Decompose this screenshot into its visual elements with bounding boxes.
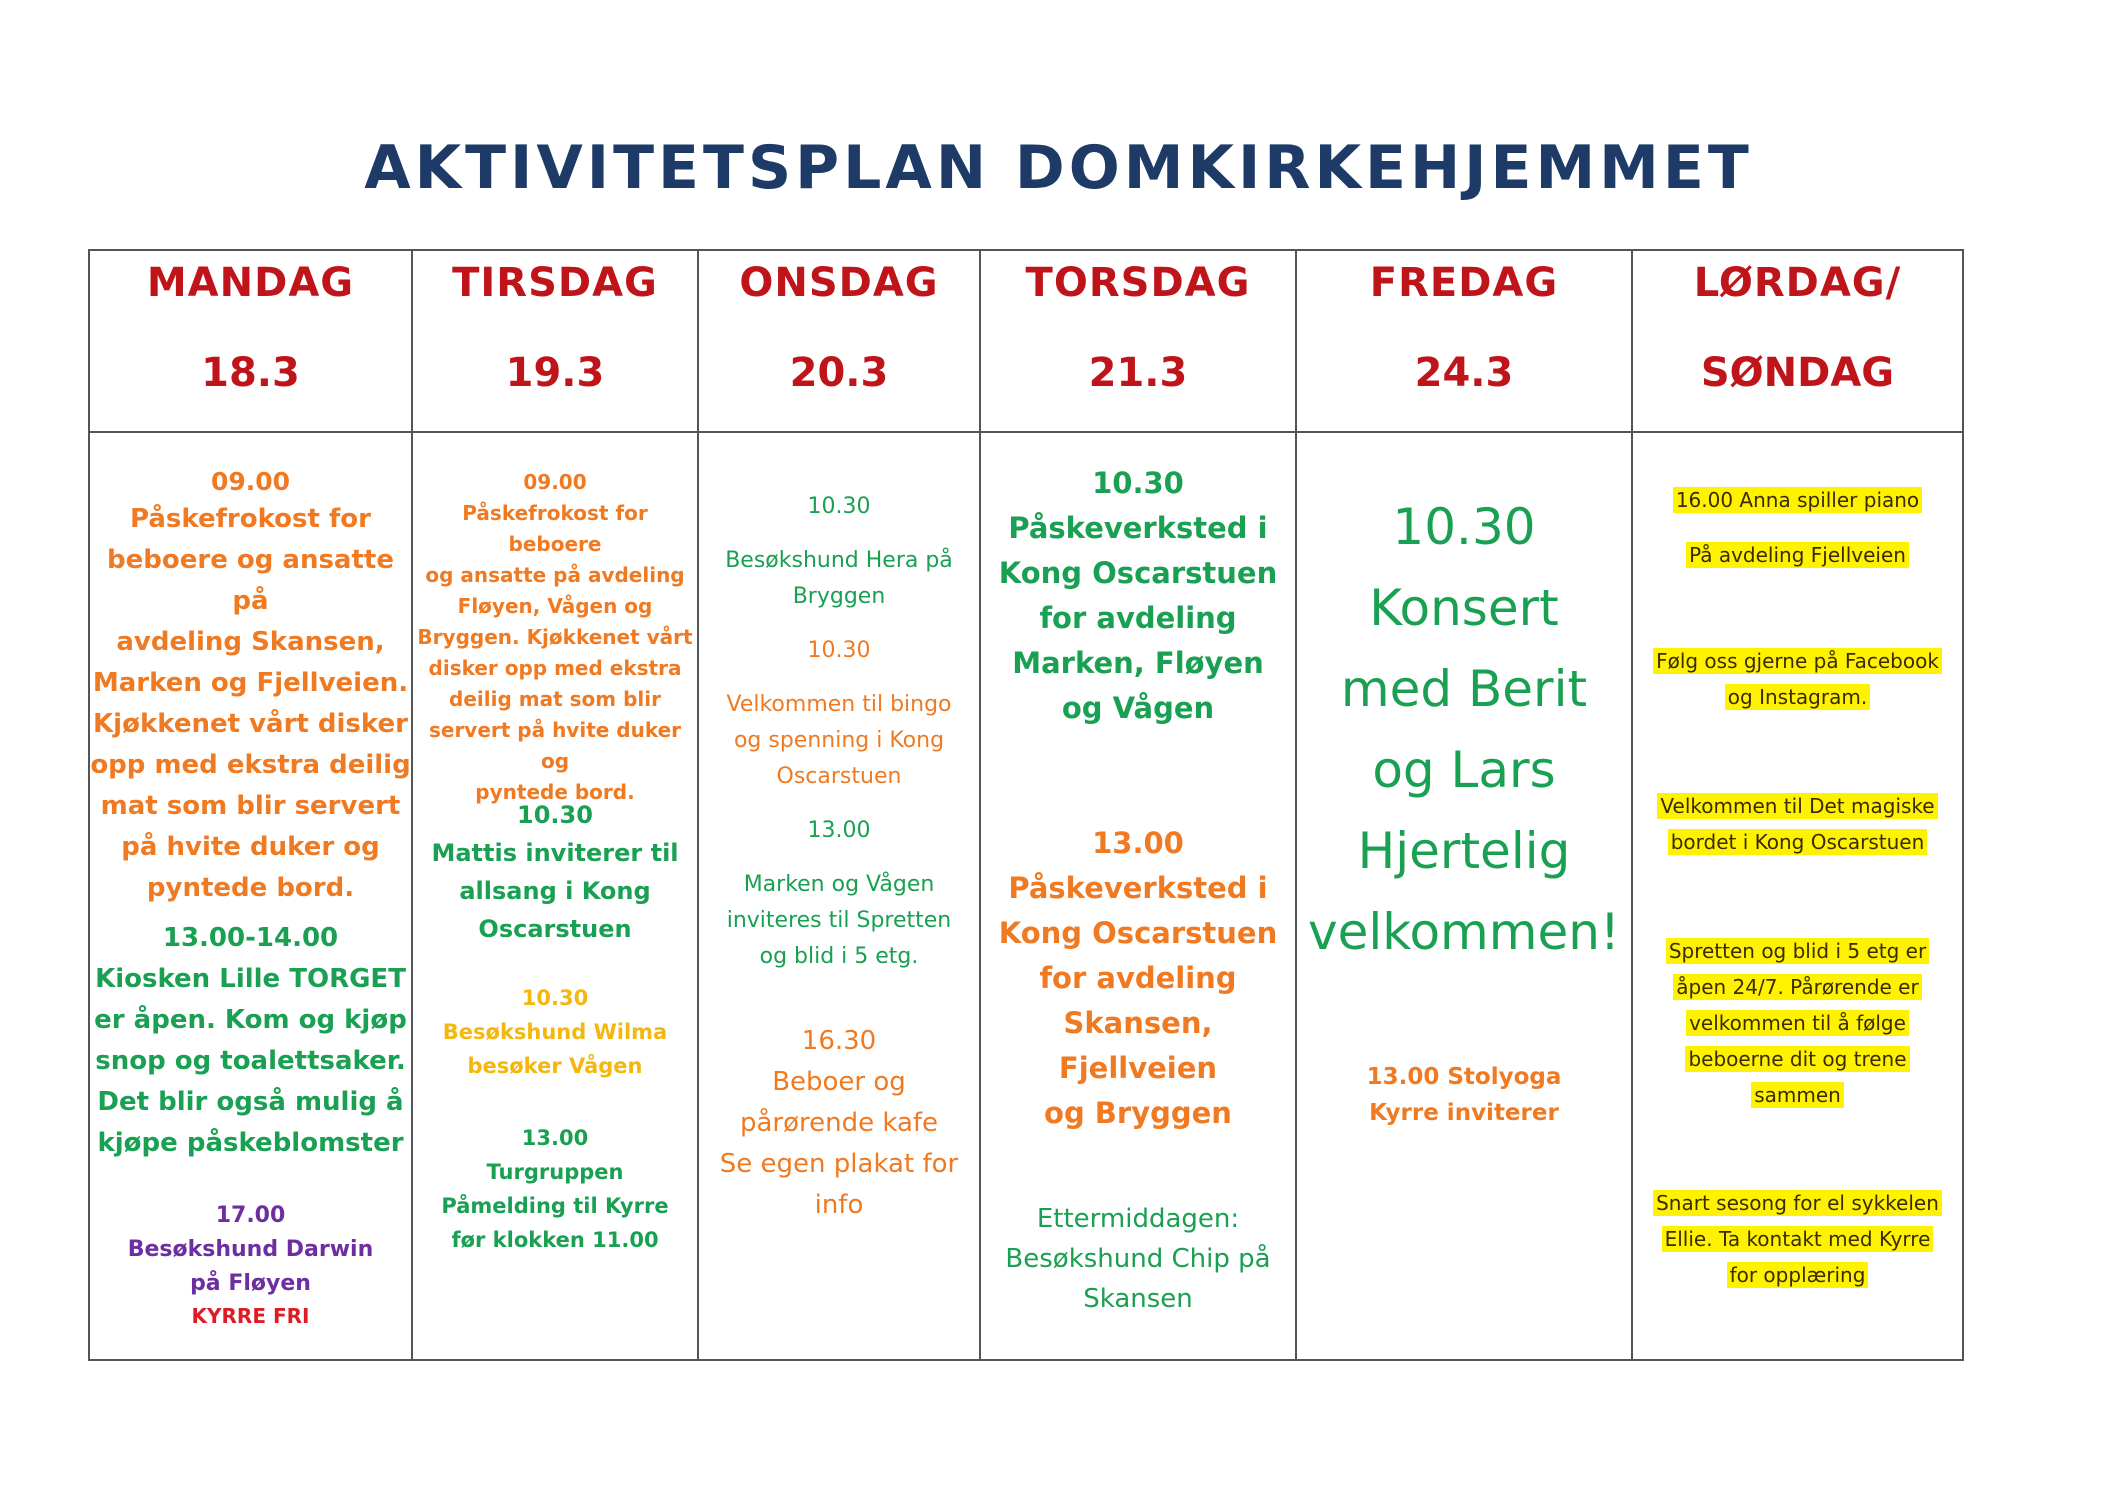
event-time: 10.30	[1092, 466, 1184, 500]
text-line: deilig mat som blir	[449, 687, 661, 711]
highlight-text: bordet i Kong Oscarstuen	[1668, 829, 1928, 855]
text-line: for avdeling	[1039, 961, 1237, 995]
text-line: før klokken 11.00	[451, 1228, 659, 1252]
day-date: 20.3	[789, 350, 889, 396]
day-date: 18.3	[201, 350, 300, 396]
day-name: TIRSDAG	[452, 260, 658, 306]
event-dog-darwin	[90, 1199, 411, 1331]
text-line: Påskeverksted i	[1008, 871, 1268, 905]
day-header-wednesday	[698, 250, 980, 432]
event-e-bike	[1633, 1185, 1962, 1293]
text-line: Kong Oscarstuen	[998, 916, 1278, 950]
text-line: mat som blir servert	[100, 791, 401, 821]
text-line: besøker Vågen	[467, 1054, 643, 1078]
text-line: Kiosken Lille TORGET	[95, 964, 406, 994]
day-name: ONSDAG	[739, 260, 939, 306]
text-line: og Bryggen	[1044, 1096, 1232, 1130]
event-spretten	[699, 813, 979, 975]
event-concert	[1297, 487, 1631, 973]
thursday-activities	[980, 432, 1296, 1360]
page-title: AKTIVITETSPLAN DOMKIRKEHJEMMET	[364, 133, 1753, 203]
text-line: Påskefrokost for	[129, 504, 371, 534]
text-line: Besøkshund Darwin	[127, 1237, 374, 1262]
day-header-friday	[1296, 250, 1632, 432]
text-line: allsang i Kong	[459, 877, 651, 905]
text-line: Se egen plakat for	[719, 1149, 959, 1179]
day-name: TORSDAG	[1025, 260, 1251, 306]
text-line: Kyrre inviterer	[1369, 1100, 1559, 1126]
text-line: og Vågen	[1061, 691, 1215, 725]
day-name: LØRDAG/	[1693, 260, 1902, 306]
text-line: og blid i 5 etg.	[759, 944, 919, 969]
text-line: servert på hvite duker og	[428, 718, 682, 773]
text-line: Kong Oscarstuen	[998, 556, 1278, 590]
text-line: velkommen!	[1308, 903, 1620, 961]
text-line: pyntede bord.	[146, 873, 355, 903]
text-line: Det blir også mulig å	[97, 1087, 404, 1117]
text-line: med Berit	[1340, 660, 1588, 718]
text-line: 13.00 Stolyoga	[1366, 1064, 1562, 1090]
activity-table	[88, 249, 1964, 1361]
event-time: 10.30	[517, 801, 593, 829]
event-magic-table	[1633, 788, 1962, 860]
event-time: 16.30	[801, 1026, 877, 1056]
event-piano	[1633, 473, 1962, 583]
event-chair-yoga	[1297, 1059, 1631, 1131]
social-media-note	[1633, 643, 1962, 715]
tuesday-activities	[412, 432, 698, 1360]
text-line: Marken og Fjellveien.	[92, 668, 409, 698]
event-dog-wilma	[413, 981, 697, 1083]
activities-row	[89, 432, 1963, 1360]
event-cafe	[699, 1021, 979, 1226]
event-walking-group	[413, 1121, 697, 1257]
text-line: Fløyen, Vågen og	[457, 594, 653, 618]
text-line: kjøpe påskeblomster	[97, 1128, 404, 1158]
event-time: 09.00	[210, 467, 291, 496]
text-line: og ansatte på avdeling	[425, 563, 685, 587]
day-date: 19.3	[505, 350, 605, 396]
highlight-text: Spretten og blid i 5 etg er	[1666, 938, 1929, 964]
text-line: er åpen. Kom og kjøp	[94, 1005, 407, 1035]
text-line: og spenning i Kong	[733, 728, 945, 753]
highlight-text: Velkommen til Det magiske	[1657, 793, 1937, 819]
event-breakfast-monday-text	[90, 499, 411, 909]
event-spretten-open	[1633, 933, 1962, 1113]
text-line: Skansen	[1083, 1284, 1193, 1314]
highlight-text: åpen 24/7. Pårørende er	[1673, 974, 1921, 1000]
event-time: 13.00	[807, 818, 871, 843]
highlight-text: sammen	[1751, 1082, 1844, 1108]
day-date: 24.3	[1414, 350, 1514, 396]
day-name: MANDAG	[146, 260, 355, 306]
header-row	[89, 250, 1963, 432]
text-line: Besøkshund Hera på	[725, 548, 953, 573]
text-line: Besøkshund Chip på	[1005, 1244, 1271, 1274]
text-line: Beboer og	[772, 1067, 906, 1097]
event-breakfast-monday	[90, 467, 411, 497]
highlight-text: velkommen til å følge	[1686, 1010, 1909, 1036]
highlight-text: Snart sesong for el sykkelen	[1653, 1190, 1942, 1216]
text-line: info	[814, 1190, 864, 1220]
highlight-text: beboerne dit og trene	[1685, 1046, 1909, 1072]
event-workshop-1	[981, 461, 1295, 731]
event-time: 17.00	[215, 1203, 286, 1228]
event-time: 13.00	[521, 1126, 589, 1150]
text-line: Mattis inviterer til	[431, 839, 679, 867]
text-line: Oscarstuen	[776, 764, 902, 789]
weekend-activities	[1632, 432, 1963, 1360]
day-header-weekend	[1632, 250, 1963, 432]
note-kyrre-fri: KYRRE FRI	[191, 1304, 310, 1328]
text-line: på hvite duker og	[121, 832, 380, 862]
text-line: Marken, Fløyen	[1012, 646, 1264, 680]
text-line: snop og toalettsaker.	[95, 1046, 406, 1076]
text-line: inviteres til Spretten	[726, 908, 952, 933]
text-line: Hjertelig	[1357, 822, 1571, 880]
event-dog-chip	[981, 1199, 1295, 1319]
highlight-text: og Instagram.	[1725, 684, 1870, 710]
highlight-text: 16.00 Anna spiller piano	[1673, 487, 1922, 513]
event-time: 13.00	[1092, 826, 1184, 860]
day-header-tuesday	[412, 250, 698, 432]
highlight-text: for opplæring	[1727, 1262, 1869, 1288]
event-time: 10.30	[521, 986, 589, 1010]
highlight-text: På avdeling Fjellveien	[1686, 542, 1909, 568]
text-line: pyntede bord.	[475, 780, 635, 804]
text-line: og Lars	[1372, 741, 1556, 799]
wednesday-activities	[698, 432, 980, 1360]
day-date: SØNDAG	[1700, 350, 1895, 396]
text-line: Velkommen til bingo	[726, 692, 952, 717]
text-line: Besøkshund Wilma	[442, 1020, 668, 1044]
text-line: Oscarstuen	[478, 915, 632, 943]
text-line: Påmelding til Kyrre	[441, 1194, 669, 1218]
event-bingo	[699, 633, 979, 795]
highlight-text: Følg oss gjerne på Facebook	[1653, 648, 1942, 674]
text-line: for avdeling	[1039, 601, 1237, 635]
monday-activities	[89, 432, 412, 1360]
day-name: FREDAG	[1369, 260, 1559, 306]
event-singalong	[413, 796, 697, 948]
text-line: Påskeverksted i	[1008, 511, 1268, 545]
text-line: Skansen, Fjellveien	[1058, 1006, 1218, 1085]
event-workshop-2	[981, 821, 1295, 1136]
text-line: opp med ekstra deilig	[90, 750, 411, 780]
highlight-text: Ellie. Ta kontakt med Kyrre	[1662, 1226, 1934, 1252]
text-line: pårørende kafe	[739, 1108, 939, 1138]
friday-activities	[1296, 432, 1632, 1360]
event-breakfast-tuesday	[413, 467, 697, 808]
event-kiosk-monday	[90, 918, 411, 1164]
text-line: på Fløyen	[190, 1271, 311, 1296]
text-line: Konsert	[1369, 579, 1559, 637]
day-header-thursday	[980, 250, 1296, 432]
text-line: beboere og ansatte på	[107, 545, 394, 616]
event-dog-hera	[699, 489, 979, 615]
text-line: avdeling Skansen,	[116, 627, 385, 657]
event-time: 10.30	[807, 494, 871, 519]
event-time: 10.30	[807, 638, 871, 663]
text-line: Bryggen. Kjøkkenet vårt	[417, 625, 693, 649]
text-line: Ettermiddagen:	[1036, 1204, 1240, 1234]
text-line: Kjøkkenet vårt disker	[93, 709, 408, 739]
day-header-monday	[89, 250, 412, 432]
text-line: disker opp med ekstra	[428, 656, 682, 680]
text-line: Påskefrokost for beboere	[462, 501, 648, 556]
event-time: 13.00-14.00	[162, 923, 339, 953]
text-line: 10.30	[1392, 498, 1536, 556]
day-date: 21.3	[1088, 350, 1188, 396]
text-line: Bryggen	[792, 584, 886, 609]
text-line: Turgruppen	[486, 1160, 624, 1184]
text-line: Marken og Vågen	[743, 872, 935, 897]
event-time: 09.00	[523, 470, 587, 494]
